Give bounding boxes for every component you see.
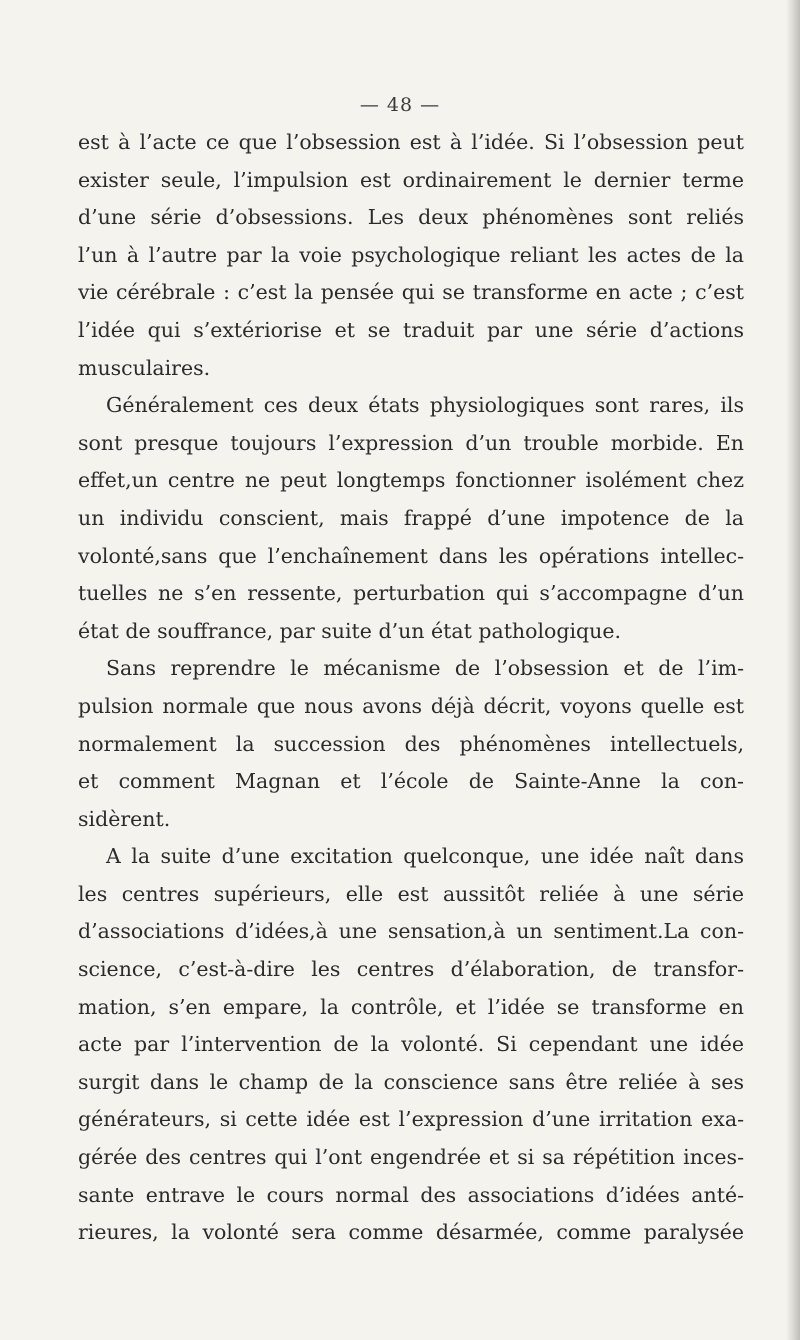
text-line: mation, s’en empare, la contrôle, et l’idée se transforme en bbox=[78, 994, 744, 1019]
text-line: les centres supérieurs, elle est aussitôt reliée à une série bbox=[78, 881, 744, 906]
text-line: vie cérébrale : c’est la pensée qui se transforme en acte ; c’est bbox=[78, 280, 744, 305]
paragraph-first-line: A la suite d’une excitation quelconque, une idée naît dans bbox=[106, 844, 744, 869]
page-number: — 48 — bbox=[359, 94, 441, 116]
paragraph-first-line: Généralement ces deux états physiologiques sont rares, ils bbox=[106, 393, 744, 418]
text-line: exister seule, l’impulsion est ordinairement le dernier terme bbox=[78, 167, 744, 192]
text-line: l’idée qui s’extériorise et se traduit par une série d’actions bbox=[78, 317, 744, 342]
text-line: volonté,sans que l’enchaînement dans les opérations intellec- bbox=[78, 543, 744, 568]
text-line: et comment Magnan et l’école de Sainte-Anne la con- bbox=[78, 769, 744, 794]
text-line: normalement la succession des phénomènes intellectuels, bbox=[78, 731, 744, 756]
text-line: effet,un centre ne peut longtemps fonctionner isolément chez bbox=[78, 468, 744, 493]
text-line: science, c’est-à-dire les centres d’élaboration, de transfor- bbox=[78, 957, 744, 982]
text-line: rieures, la volonté sera comme désarmée, comme paralysée bbox=[78, 1220, 744, 1245]
text-line: musculaires. bbox=[78, 355, 211, 380]
paragraph-first-line: Sans reprendre le mécanisme de l’obsession et de l’im- bbox=[106, 656, 744, 681]
text-line: état de souffrance, par suite d’un état pathologique. bbox=[78, 618, 622, 643]
text-line: sante entrave le cours normal des associations d’idées anté- bbox=[78, 1182, 744, 1207]
text-line: tuelles ne s’en ressente, perturbation qui s’accompagne d’un bbox=[78, 581, 744, 606]
text-line: surgit dans le champ de la conscience sans être reliée à ses bbox=[78, 1069, 744, 1094]
page-edge-shadow bbox=[786, 0, 800, 1340]
text-line: acte par l’intervention de la volonté. Si cependant une idée bbox=[78, 1032, 744, 1057]
text-line: sont presque toujours l’expression d’un trouble morbide. En bbox=[78, 430, 744, 455]
text-line: gérée des centres qui l’ont engendrée et si sa répétition inces- bbox=[78, 1145, 744, 1170]
text-line: un individu conscient, mais frappé d’une impotence de la bbox=[78, 505, 744, 530]
body-text bbox=[78, 124, 744, 1252]
text-line: l’un à l’autre par la voie psychologique reliant les actes de la bbox=[78, 242, 744, 267]
text-line: d’une série d’obsessions. Les deux phénomènes sont reliés bbox=[78, 205, 744, 230]
text-line: sidèrent. bbox=[78, 806, 171, 831]
text-line: est à l’acte ce que l’obsession est à l’idée. Si l’obsession peut bbox=[78, 130, 744, 154]
text-line: pulsion normale que nous avons déjà décrit, voyons quelle est bbox=[78, 693, 744, 718]
text-line: générateurs, si cette idée est l’expression d’une irritation exa- bbox=[78, 1107, 744, 1132]
text-line: d’associations d’idées,à une sensation,à un sentiment.La con- bbox=[78, 919, 744, 944]
